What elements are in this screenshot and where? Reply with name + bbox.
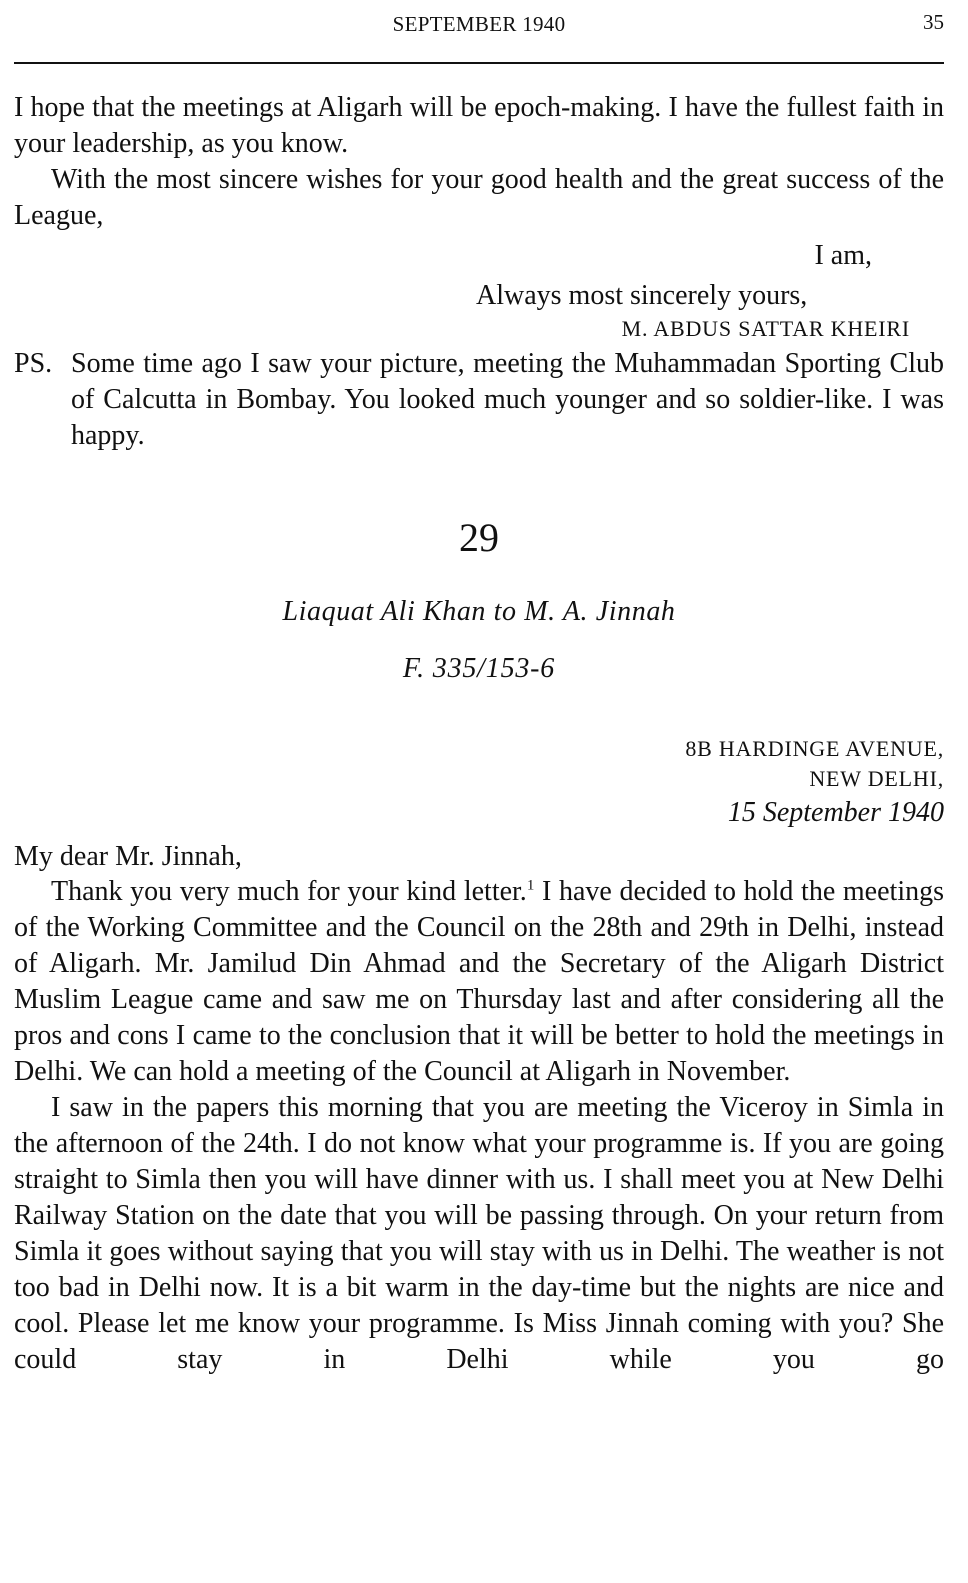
letter-date: 15 September 1940	[727, 797, 944, 828]
paragraph-text: Thank you very much for your kind letter.	[51, 876, 527, 907]
paragraph	[14, 874, 944, 1090]
address-line-2: NEW DELHI,	[809, 766, 944, 791]
closing-phrase: Always most sincerely yours,	[476, 280, 808, 311]
signature: M. ABDUS SATTAR KHEIRI	[621, 316, 910, 341]
paragraph: I hope that the meetings at Aligarh will be epoch-making. I have the fullest faith in your leadership, as you know.	[14, 92, 944, 159]
closing-i-am: I am,	[814, 240, 872, 271]
header-rule	[14, 62, 944, 64]
letter-body	[14, 874, 944, 1378]
paragraph: I saw in the papers this morning that you are meeting the Viceroy in Simla in the afternoon of the 24th. I do not know what your programme is. If you are going straight to Simla then you will have dinner with us. I shall meet you at New Delhi Railway Station on the date that you will be passing through. On your return from Simla it goes without saying that you will stay with us in Delhi. The weather is not too bad in Delhi now. It is a bit warm in the day-time but the nights are nice and cool. Please let me know your programme. Is Miss Jinnah coming with you? She could stay in Delhi while you go	[14, 1092, 944, 1375]
running-head	[14, 10, 944, 40]
book-page	[14, 0, 944, 1583]
ps-text: Some time ago I saw your picture, meeting the Muhammadan Sporting Club of Calcutta in Bombay. You looked much younger and so soldier-like. I was happy.	[71, 348, 944, 451]
address-line-1: 8B HARDINGE AVENUE,	[685, 736, 944, 761]
previous-letter-body	[14, 90, 944, 234]
document-heading: Liaquat Ali Khan to M. A. Jinnah	[282, 596, 676, 627]
page-number: 35	[923, 10, 944, 34]
document-number: 29	[459, 515, 499, 560]
paragraph-text: I have decided to hold the meetings of the Working Committee and the Council on the 28th and 29th in Delhi, instead of Aligarh. Mr. Jamilud Din Ahmad and the Secretary of the Aligarh District Muslim League came and saw me on Thursday last and after considering all the pros and cons I came to the conclusion that it will be better to hold the meetings in Delhi. We can hold a meeting of the Council at Aligarh in November.	[14, 876, 944, 1087]
file-reference: F. 335/153-6	[402, 653, 556, 684]
running-title: SEPTEMBER 1940	[392, 12, 566, 36]
postscript	[14, 346, 944, 454]
ps-label: PS.	[14, 348, 53, 379]
paragraph: With the most sincere wishes for your good health and the great success of the League,	[14, 164, 944, 231]
footnote-ref: 1	[526, 877, 535, 894]
salutation: My dear Mr. Jinnah,	[14, 841, 242, 872]
